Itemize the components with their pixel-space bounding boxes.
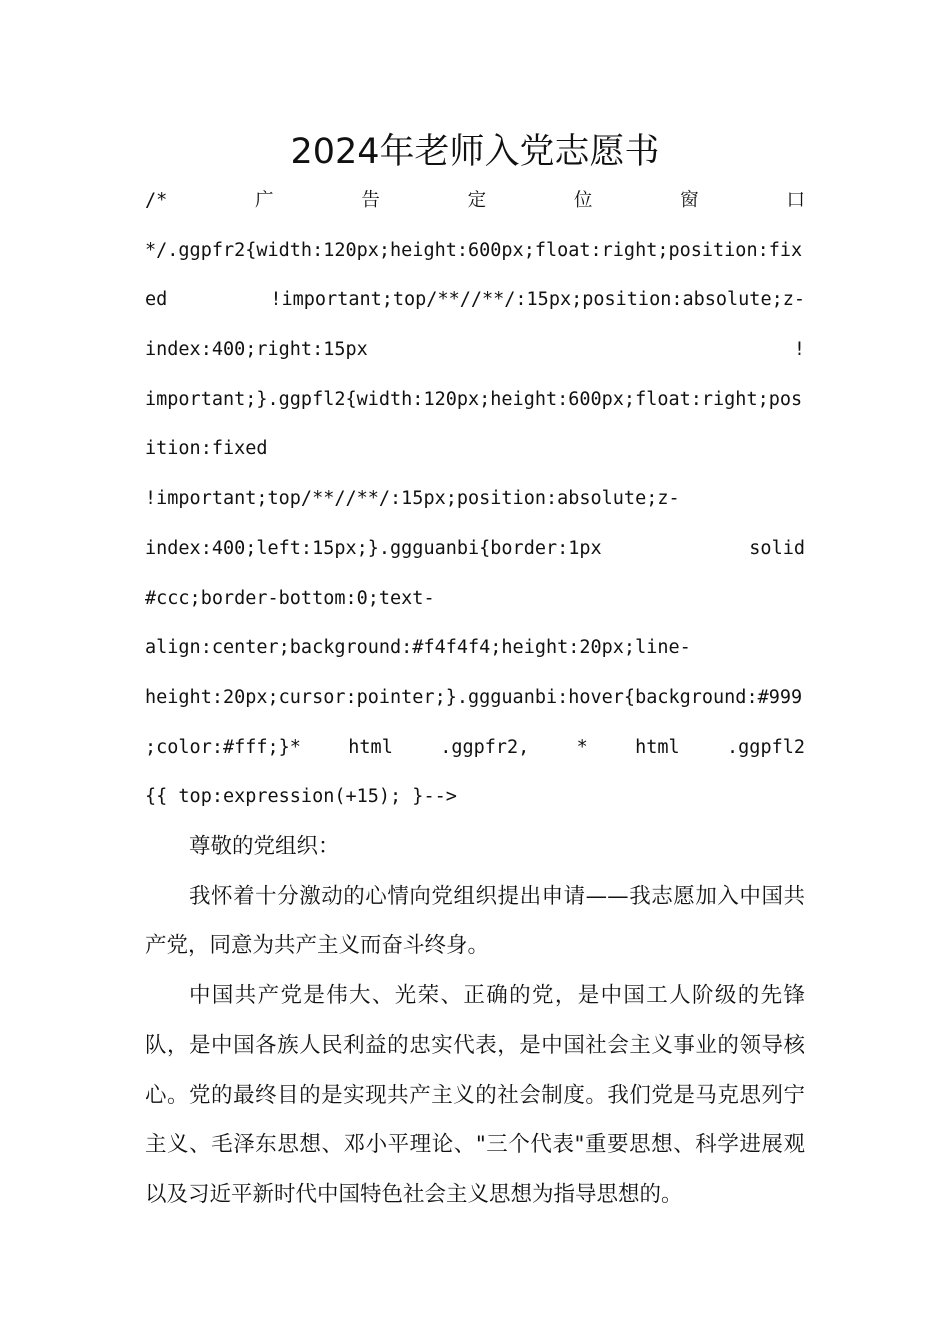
paragraph-1: 我怀着十分激动的心情向党组织提出申请——我志愿加入中国共产党，同意为共产主义而奋斗终身。	[145, 883, 805, 959]
code-token: {{ top:expression(+15); }-->	[145, 786, 457, 808]
code-line	[145, 325, 805, 375]
code-token: height:20px;cursor:pointer;}.ggguanbi:hover{background:#999	[145, 686, 803, 708]
code-token: ;color:#fff;}*	[145, 736, 301, 758]
code-token: ition:fixed	[145, 438, 268, 460]
code-token: *	[576, 736, 588, 758]
code-token: 告	[361, 190, 380, 211]
code-token: index:400;left:15px;}.ggguanbi{border:1px	[145, 537, 602, 559]
code-line	[145, 375, 805, 425]
code-token: 定	[467, 190, 487, 211]
code-token: !important;top/**//**/:15px;position:absolute;z-	[270, 289, 805, 311]
code-token: 位	[573, 190, 593, 211]
code-line	[145, 673, 805, 723]
code-line	[145, 226, 805, 276]
code-line	[145, 574, 805, 624]
code-token: */.ggpfr2{width:120px;height:600px;float:right;position:fix	[145, 239, 803, 261]
code-line	[145, 176, 805, 226]
code-line	[145, 623, 805, 673]
code-token: ed	[145, 289, 168, 311]
code-token: .ggpfr2,	[440, 736, 530, 758]
code-snippet-block	[145, 176, 805, 822]
code-line	[145, 275, 805, 325]
code-token: 口	[786, 190, 805, 211]
code-token: solid	[749, 537, 805, 559]
code-line	[145, 772, 805, 822]
code-token: 广	[255, 190, 274, 211]
code-line	[145, 474, 805, 524]
code-token: important;}.ggpfl2{width:120px;height:600px;float:right;pos	[145, 388, 803, 410]
code-token: !important;top/**//**/:15px;position:absolute;z-	[145, 488, 680, 510]
code-token: html	[348, 736, 393, 758]
code-token: index:400;right:15px	[145, 339, 368, 361]
code-line	[145, 424, 805, 474]
code-token: #ccc;border-bottom:0;text-	[145, 587, 435, 609]
code-token: .ggpfl2	[727, 736, 805, 758]
code-token: !	[793, 339, 805, 361]
letter-body	[145, 822, 805, 1220]
document-title: 2024年老师入党志愿书	[290, 132, 660, 172]
code-token: align:center;background:#f4f4f4;height:20px;line-	[145, 637, 691, 659]
code-token: 窗	[680, 190, 699, 211]
code-token: html	[635, 736, 680, 758]
code-token: /*	[145, 190, 168, 211]
code-line	[145, 723, 805, 773]
code-line	[145, 524, 805, 574]
salutation: 尊敬的党组织：	[189, 834, 340, 859]
paragraph-2: 中国共产党是伟大、光荣、正确的党，是中国工人阶级的先锋队，是中国各族人民利益的忠实代表，是中国社会主义事业的领导核心。党的最终目的是实现共产主义的社会制度。我们党是马克思列宁主义、毛泽东思想、邓小平理论、"三个代表"重要思想、科学进展观以及习近平新时代中国特色社会主义思想为指导思想的。	[145, 983, 805, 1207]
